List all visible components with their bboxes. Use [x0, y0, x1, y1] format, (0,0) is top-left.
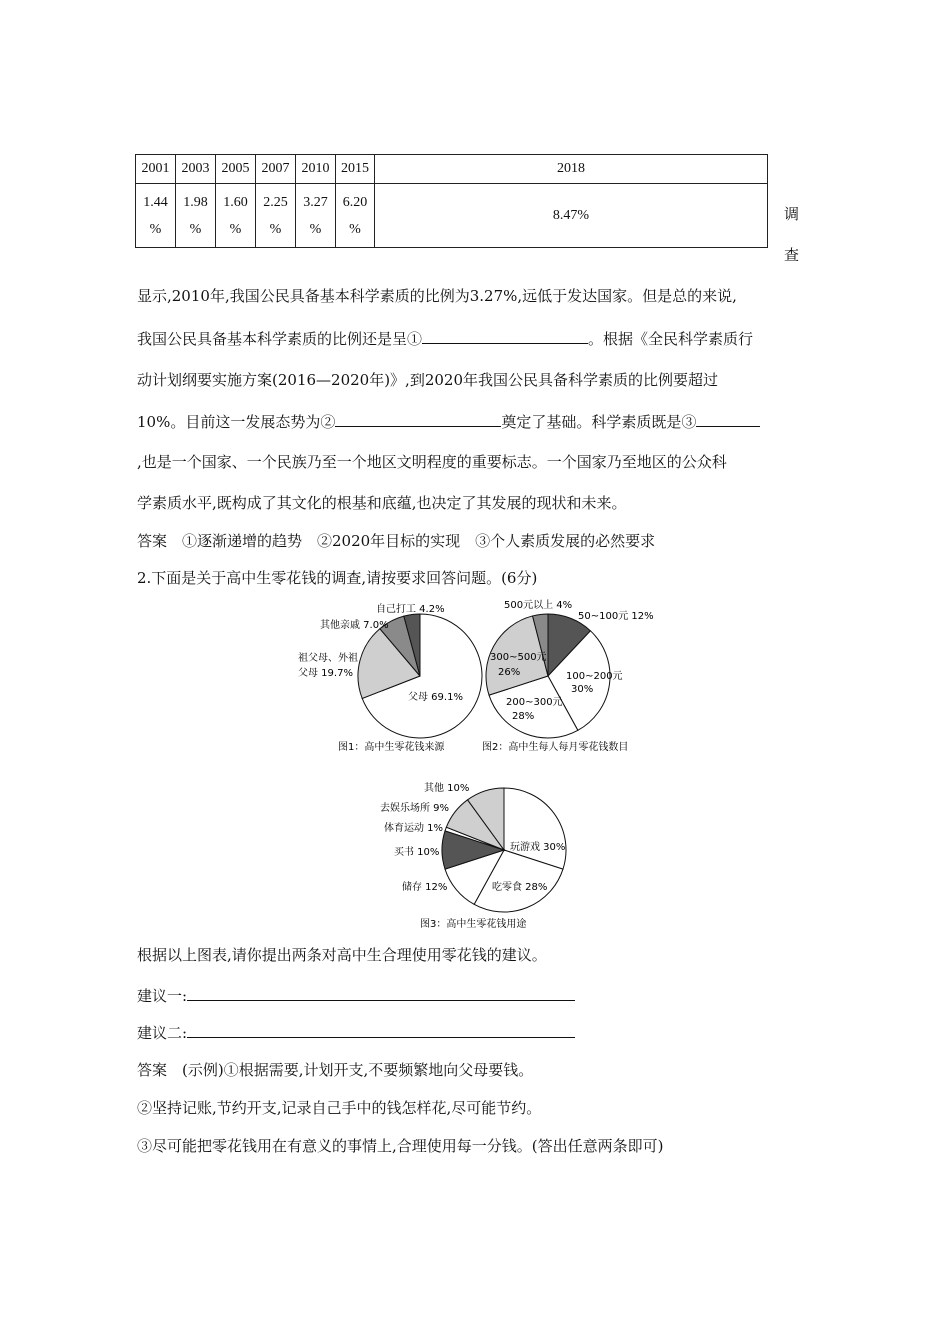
year-cell: 2005 — [216, 155, 256, 184]
passage-line: ,也是一个国家、一个民族乃至一个地区文明程度的重要标志。一个国家乃至地区的公众科 — [137, 453, 727, 471]
blank-1 — [422, 328, 588, 344]
suggestion-2: 建议二: — [137, 1022, 575, 1043]
label-relatives: 其他亲戚 7.0% — [320, 620, 389, 631]
blank-2 — [335, 411, 501, 427]
prompt: 根据以上图表,请你提出两条对高中生合理使用零花钱的建议。 — [137, 946, 547, 964]
pie-chart-3 — [380, 780, 580, 935]
label-50-100: 50~100元 12% — [578, 611, 654, 622]
pie1-slices — [358, 614, 482, 738]
suggestion-2-line — [187, 1022, 575, 1038]
year-cell: 2007 — [256, 155, 296, 184]
answer-2-line: 答案 (示例)①根据需要,计划开支,不要频繁地向父母要钱。 — [137, 1061, 534, 1079]
label-books: 买书 10% — [394, 847, 440, 858]
suggestion-1-line — [187, 985, 575, 1001]
side-char: 调 — [784, 205, 800, 223]
side-char: 查 — [784, 246, 800, 264]
answer-2-line: ③尽可能把零花钱用在有意义的事情上,合理使用每一分钱。(答出任意两条即可) — [137, 1137, 664, 1155]
label-parents: 父母 69.1% — [408, 692, 463, 703]
label-entertainment: 去娱乐场所 9% — [380, 803, 450, 814]
pie2-title: 图2：高中生每人每月零花钱数目 — [482, 742, 629, 753]
passage-line: 我国公民具备基本科学素质的比例还是呈① 。根据《全民科学素质行 — [137, 330, 754, 348]
question-2: 2.下面是关于高中生零花钱的调查,请按要求回答问题。(6分) — [137, 569, 538, 587]
label-sports: 体育运动 1% — [384, 823, 444, 834]
label-grandparents-pct: 父母 19.7% — [298, 668, 353, 679]
passage-line: 10%。目前这一发展态势为② 奠定了基础。科学素质既是③ — [137, 411, 760, 432]
value-cell: 1.44 % — [136, 184, 176, 248]
passage-line: 动计划纲要实施方案(2016—2020年)》,到2020年我国公民具备科学素质的比例要超过 — [137, 371, 718, 389]
pie1-title: 图1：高中生零花钱来源 — [338, 742, 445, 753]
label-200-300-pct: 28% — [512, 711, 535, 722]
label-games: 玩游戏 30% — [510, 842, 566, 853]
year-cell: 2001 — [136, 155, 176, 184]
label-other: 其他 10% — [424, 783, 470, 794]
passage-line: 显示,2010年,我国公民具备基本科学素质的比例为3.27%,远低于发达国家。但是总的来说, — [137, 287, 737, 305]
label-300-500: 300~500元 — [490, 652, 547, 663]
label-100-200-pct: 30% — [571, 684, 594, 695]
pie-chart-1 — [290, 598, 490, 758]
label-300-500-pct: 26% — [498, 667, 521, 678]
answer-2-line: ②坚持记账,节约开支,记录自己手中的钱怎样花,尽可能节约。 — [137, 1099, 542, 1117]
suggestion-1: 建议一: — [137, 985, 575, 1006]
pie3-title: 图3：高中生零花钱用途 — [420, 919, 527, 930]
year-cell: 2018 — [375, 155, 768, 184]
label-500plus: 500元以上 4% — [504, 600, 573, 611]
value-cell: 1.98 % — [176, 184, 216, 248]
year-cell: 2015 — [336, 155, 375, 184]
label-100-200: 100~200元 — [566, 671, 623, 682]
year-cell: 2003 — [176, 155, 216, 184]
label-200-300: 200~300元 — [506, 697, 563, 708]
blank-3 — [696, 411, 760, 427]
label-grandparents: 祖父母、外祖 — [298, 653, 358, 664]
answer-1: 答案 ①逐渐递增的趋势 ②2020年目标的实现 ③个人素质发展的必然要求 — [137, 532, 656, 550]
value-cell: 6.20 % — [336, 184, 375, 248]
label-savings: 储存 12% — [402, 882, 448, 893]
value-cell: 8.47% — [375, 184, 768, 248]
value-cell: 2.25 % — [256, 184, 296, 248]
label-self-work: 自己打工 4.2% — [376, 604, 445, 615]
science-literacy-table — [135, 154, 768, 248]
passage-line: 学素质水平,既构成了其文化的根基和底蕴,也决定了其发展的现状和未来。 — [137, 494, 627, 512]
pie-chart-2 — [482, 598, 672, 758]
value-cell: 1.60 % — [216, 184, 256, 248]
value-cell: 3.27 % — [296, 184, 336, 248]
year-cell: 2010 — [296, 155, 336, 184]
label-snacks: 吃零食 28% — [492, 882, 548, 893]
